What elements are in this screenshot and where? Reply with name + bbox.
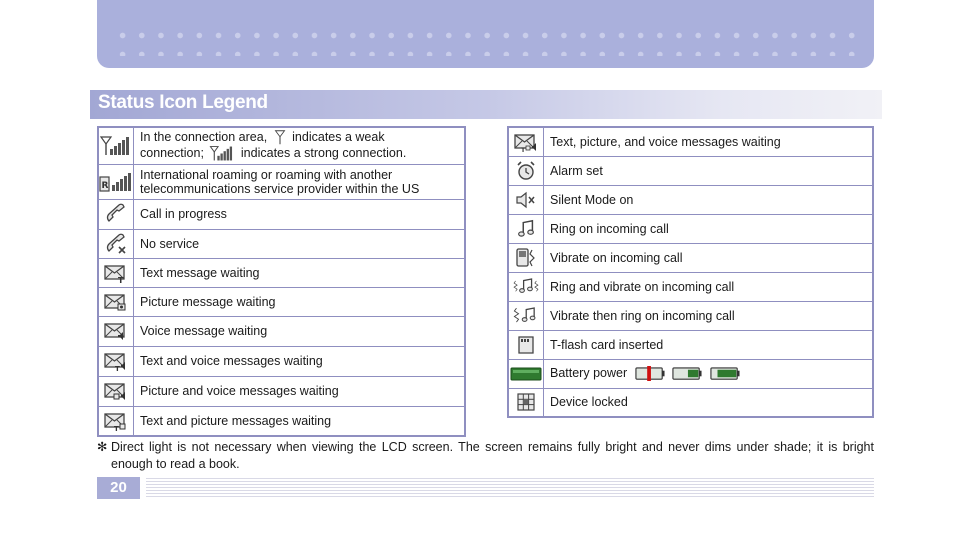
legend-text: Vibrate on incoming call [544,243,874,272]
legend-text: No service [134,229,466,258]
text-voice-message-icon [98,346,134,376]
legend-text-part: connection; [140,145,204,160]
section-title: Status Icon Legend [98,92,268,113]
legend-row [98,164,465,199]
text-picture-voice-message-icon [508,127,544,156]
legend-text: Ring on incoming call [544,214,874,243]
legend-row [98,287,465,316]
battery-power-label: Battery power [550,365,628,380]
legend-row [98,258,465,287]
legend-text: T-flash card inserted [544,330,874,359]
header-dot-pattern [113,26,863,56]
legend-row [98,127,465,164]
svg-text:T: T [114,424,119,431]
status-icon-table-right [507,126,874,418]
legend-text: Text and voice messages waiting [134,346,466,376]
roaming-icon [98,164,134,199]
legend-row [508,388,873,417]
legend-row [98,229,465,258]
page-number: 20 [97,477,140,499]
battery-half-icon [672,366,702,381]
ring-note-icon [508,214,544,243]
legend-text: Picture message waiting [134,287,466,316]
legend-row [98,316,465,346]
legend-text-part: indicates a strong connection. [240,145,407,160]
legend-text: Text message waiting [134,258,466,287]
weak-signal-icon [98,127,134,164]
legend-text: Silent Mode on [544,185,874,214]
picture-voice-message-icon [98,376,134,406]
picture-message-icon [98,287,134,316]
legend-text: Alarm set [544,156,874,185]
legend-row [508,185,873,214]
legend-row [98,406,465,436]
legend-text: Ring and vibrate on incoming call [544,272,874,301]
text-message-icon [98,258,134,287]
antenna-icon [271,130,289,145]
battery-full-icon [508,359,544,388]
legend-row [508,214,873,243]
battery-high-icon [710,366,740,381]
legend-text: Call in progress [134,199,466,229]
status-icon-table-left [97,126,466,437]
call-in-progress-icon [98,199,134,229]
device-locked-icon [508,388,544,417]
legend-text: Voice message waiting [134,316,466,346]
legend-row [508,127,873,156]
strong-signal-icon [207,145,237,162]
legend-row [98,199,465,229]
legend-row [508,359,873,388]
legend-text-part: indicates a weak [292,129,385,144]
footnote-text: Direct light is not necessary when viewing the LCD screen. The screen remains fully bright and never dims under shade; it is bright enough to read a book. [111,440,874,471]
no-service-icon [98,229,134,258]
vibrate-then-ring-icon [508,301,544,330]
svg-text:T: T [115,365,120,371]
alarm-clock-icon [508,156,544,185]
header-band [97,0,874,68]
svg-text:R: R [101,180,109,191]
legend-text: Text and picture messages waiting [134,406,466,436]
battery-level-icons [635,366,744,381]
legend-text-part: In the connection area, [140,129,268,144]
legend-row [508,301,873,330]
legend-text: Vibrate then ring on incoming call [544,301,874,330]
svg-text:T: T [118,275,124,283]
legend-text [544,359,874,388]
footer-rule [146,478,874,499]
legend-row [98,346,465,376]
text-picture-message-icon [98,406,134,436]
legend-row [508,243,873,272]
svg-text:T: T [521,146,526,152]
legend-row [508,156,873,185]
silent-speaker-icon [508,185,544,214]
voice-message-icon [98,316,134,346]
section-title-bar [90,90,882,119]
legend-row [508,272,873,301]
footnote [97,439,874,473]
footnote-mark: ✻ [97,440,108,454]
legend-text: Text, picture, and voice messages waiting [544,127,874,156]
legend-row [98,376,465,406]
tflash-card-icon [508,330,544,359]
legend-row [508,330,873,359]
legend-text [134,127,466,164]
battery-low-icon [635,366,665,381]
vibrate-icon [508,243,544,272]
ring-vibrate-icon [508,272,544,301]
legend-text: Picture and voice messages waiting [134,376,466,406]
legend-text: International roaming or roaming with another telecommunications service provider within the US [134,164,466,199]
legend-text: Device locked [544,388,874,417]
